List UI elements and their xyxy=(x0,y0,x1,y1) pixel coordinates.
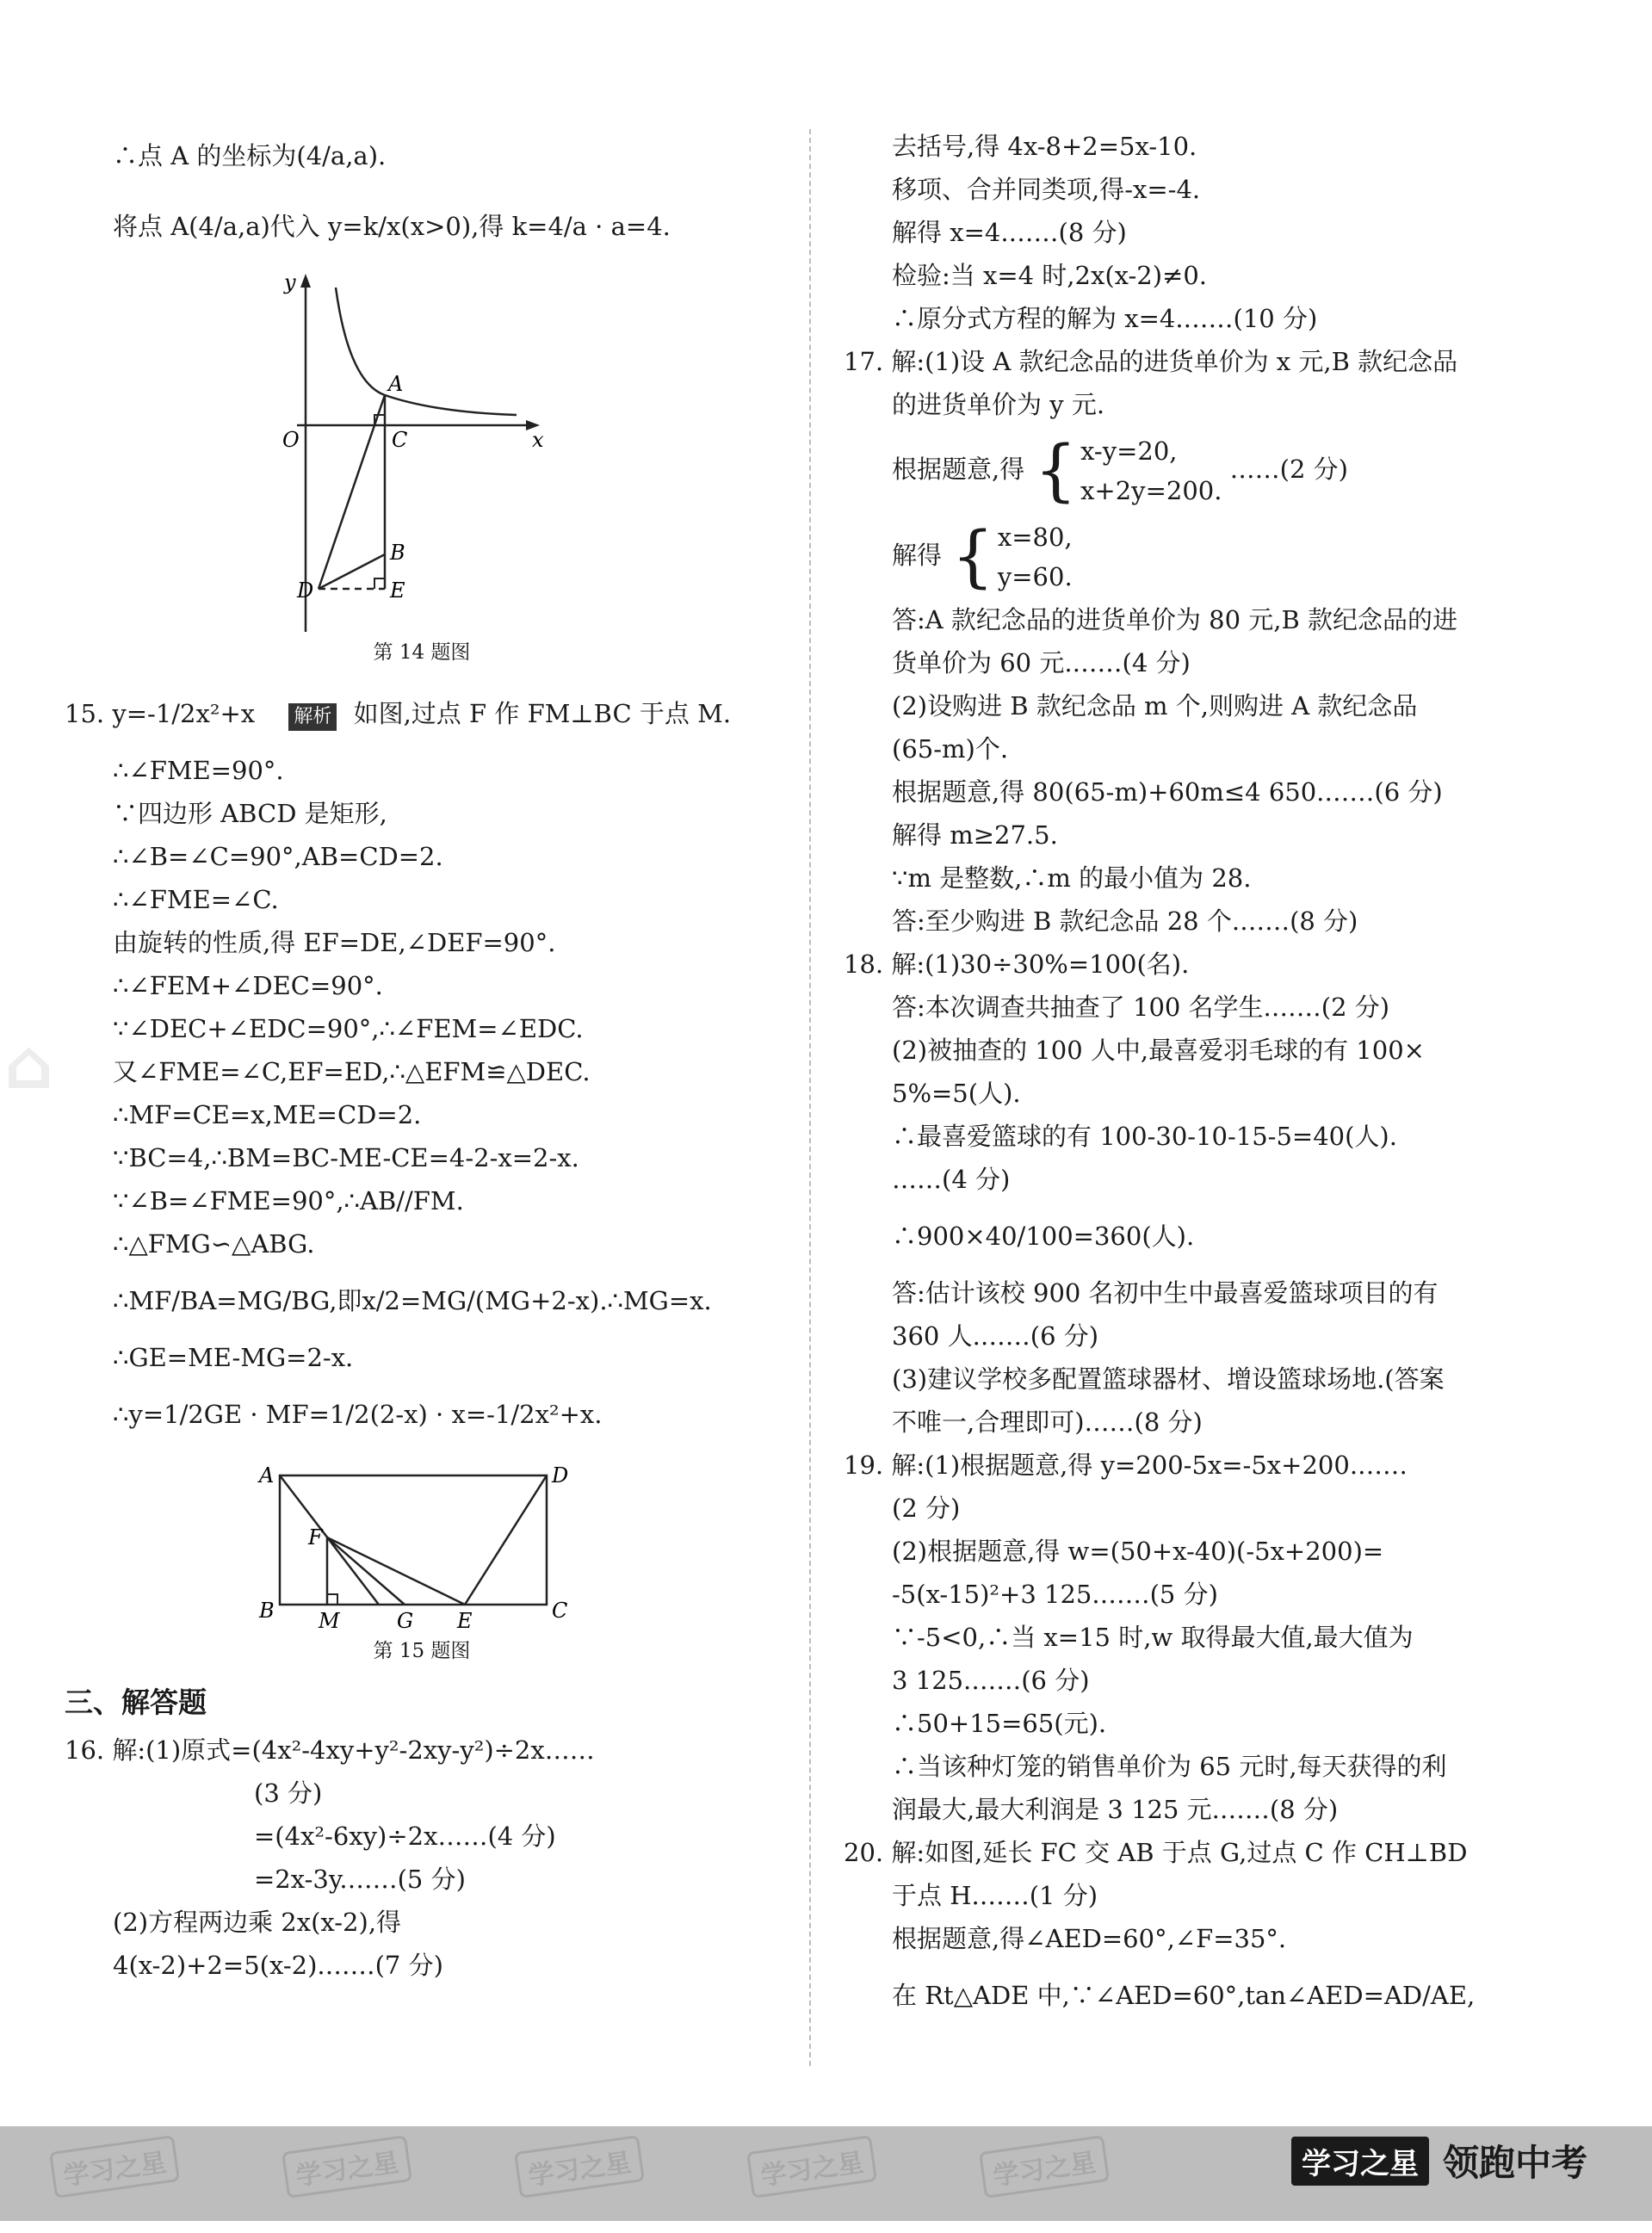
q15-line: ∵BC=4,∴BM=BC-ME-CE=4-2-x=2-x. xyxy=(113,1143,579,1172)
q19-line: ∵-5<0,∴当 x=15 时,w 取得最大值,最大值为 xyxy=(892,1623,1414,1652)
brand xyxy=(1291,2135,1587,2187)
brand-logo: 学习之星 xyxy=(1291,2137,1429,2186)
q15-line: ∴∠FEM+∠DEC=90°. xyxy=(113,971,383,1000)
q19-line: (2)根据题意,得 w=(50+x-40)(-5x+200)= xyxy=(892,1537,1384,1566)
q16-cont-line: ∴原分式方程的解为 x=4.……(10 分) xyxy=(892,304,1318,333)
q15-line: ∵∠DEC+∠EDC=90°,∴∠FEM=∠EDC. xyxy=(113,1014,584,1043)
q15-answer: 15. y=-1/2x²+x xyxy=(65,699,256,728)
q18-line: 答:估计该校 900 名初中生中最喜爱篮球项目的有 xyxy=(892,1278,1439,1308)
q19-line: ∴50+15=65(元). xyxy=(892,1709,1107,1738)
label-m: M xyxy=(319,1609,340,1630)
section-heading: 三、解答题 xyxy=(65,1686,207,1719)
figure-14-diagram xyxy=(65,270,779,632)
q15-line: ∴∠FME=90°. xyxy=(113,756,284,785)
q15-line: ∴MF=CE=x,ME=CD=2. xyxy=(113,1100,422,1129)
label-c: C xyxy=(392,428,408,452)
q16-line: 16. 解:(1)原式=(4x²-4xy+y²-2xy-y²)÷2x…… xyxy=(65,1735,595,1765)
q18-line: ∴最喜爱篮球的有 100-30-10-15-5=40(人). xyxy=(892,1122,1397,1151)
label-o: O xyxy=(282,428,300,452)
q17-system-1 xyxy=(844,426,1567,512)
column-divider xyxy=(809,129,811,2066)
q17-line: 17. 解:(1)设 A 款纪念品的进货单价为 x 元,B 款纪念品 xyxy=(844,347,1458,376)
left-column xyxy=(65,121,779,1987)
q18-line: (2)被抽查的 100 人中,最喜爱羽毛球的有 100× xyxy=(892,1036,1425,1065)
figure-15 xyxy=(65,1458,779,1630)
label-g: G xyxy=(397,1609,414,1630)
watermark-stamp: 学习之星 xyxy=(49,2135,180,2199)
q20-line: 根据题意,得∠AED=60°,∠F=35°. xyxy=(892,1924,1287,1953)
q19-line: ∴当该种灯笼的销售单价为 65 元时,每天获得的利 xyxy=(892,1752,1447,1781)
watermark-logo-left: ⌂ xyxy=(4,1024,54,1104)
q15-line: ∵∠B=∠FME=90°,∴AB//FM. xyxy=(113,1186,464,1215)
label-f: F xyxy=(308,1525,323,1549)
q18-calc: ∴900×40/100=360(人). xyxy=(892,1222,1195,1251)
q17-score: ……(2 分) xyxy=(1229,455,1348,484)
q18-line: (3)建议学校多配置篮球器材、增设篮球场地.(答案 xyxy=(892,1364,1445,1394)
q15-line: 又∠FME=∠C,EF=ED,∴△EFM≌△DEC. xyxy=(113,1057,591,1086)
label-c: C xyxy=(552,1599,568,1623)
q17-line: (2)设购进 B 款纪念品 m 个,则购进 A 款纪念品 xyxy=(892,691,1418,721)
figure-15-caption: 第 15 题图 xyxy=(373,1640,471,1662)
q15-line: 由旋转的性质,得 EF=DE,∠DEF=90°. xyxy=(113,928,556,957)
label-e: E xyxy=(457,1609,473,1630)
label-b: B xyxy=(259,1599,275,1623)
q17-line: 根据题意,得 80(65-m)+60m≤4 650.……(6 分) xyxy=(892,777,1443,807)
q15-ratio: ∴MF/BA=MG/BG,即x/2=MG/(MG+2-x).∴MG=x. xyxy=(113,1286,712,1315)
q15-line: ∵四边形 ABCD 是矩形, xyxy=(113,799,387,828)
label-x: x xyxy=(532,428,544,452)
watermark-stamp: 学习之星 xyxy=(282,2135,412,2199)
q17-line: 货单价为 60 元.……(4 分) xyxy=(892,648,1191,677)
label-y: y xyxy=(284,270,296,294)
label-a: A xyxy=(388,372,404,396)
q17-line: ∵m 是整数,∴m 的最小值为 28. xyxy=(892,863,1252,893)
q17-line: (65-m)个. xyxy=(892,734,1009,764)
watermark-stamp: 学习之星 xyxy=(746,2135,877,2199)
label-d: D xyxy=(297,578,314,603)
equation: y=60. xyxy=(997,562,1073,591)
q16-line: (3 分) xyxy=(254,1778,323,1808)
q16-cont-line: 检验:当 x=4 时,2x(x-2)≠0. xyxy=(892,261,1208,290)
equation-system xyxy=(950,517,1072,597)
q15-intro: 如图,过点 F 作 FM⊥BC 于点 M. xyxy=(353,699,732,728)
figure-14 xyxy=(65,270,779,632)
q16-cont-line: 解得 x=4.……(8 分) xyxy=(892,218,1127,247)
figure-15-diagram xyxy=(65,1458,779,1630)
q16-cont-line: 去括号,得 4x-8+2=5x-10. xyxy=(892,132,1197,161)
label-d: D xyxy=(552,1463,569,1488)
q15-y: ∴y=1/2GE · MF=1/2(2-x) · x=-1/2x²+x. xyxy=(113,1400,603,1429)
q17-line: 解得 m≥27.5. xyxy=(892,820,1058,850)
text-line: ∴点 A 的坐标为(4/a,a). xyxy=(113,141,387,170)
q16-line: =(4x²-6xy)÷2x……(4 分) xyxy=(254,1822,556,1851)
q20-line: 于点 H.……(1 分) xyxy=(892,1881,1098,1910)
q17-line: 答:至少购进 B 款纪念品 28 个.……(8 分) xyxy=(892,906,1358,936)
q16-line: (2)方程两边乘 2x(x-2),得 xyxy=(113,1908,402,1937)
watermark-stamp: 学习之星 xyxy=(979,2135,1110,2199)
q18-line: 360 人.……(6 分) xyxy=(892,1321,1099,1351)
q15-ge: ∴GE=ME-MG=2-x. xyxy=(113,1343,354,1372)
q20-line: 在 Rt△ADE 中,∵∠AED=60°,tan∠AED=AD/AE, xyxy=(892,1981,1476,2010)
q19-line: (2 分) xyxy=(892,1494,961,1523)
q19-line: 19. 解:(1)根据题意,得 y=200-5x=-5x+200.…… xyxy=(844,1451,1408,1480)
watermark-stamp: 学习之星 xyxy=(514,2135,645,2199)
brand-slogan: 领跑中考 xyxy=(1442,2142,1587,2184)
q17-line: 答:A 款纪念品的进货单价为 80 元,B 款纪念品的进 xyxy=(892,605,1458,634)
q17-line: 的进货单价为 y 元. xyxy=(892,390,1105,419)
label-e: E xyxy=(390,578,405,603)
equation: x=80, xyxy=(997,523,1073,552)
q15-line: ∴∠B=∠C=90°,AB=CD=2. xyxy=(113,842,443,871)
q15-header xyxy=(65,678,779,749)
q19-line: 3 125.……(6 分) xyxy=(892,1666,1090,1695)
q19-line: -5(x-15)²+3 125.……(5 分) xyxy=(892,1580,1218,1609)
label-b: B xyxy=(390,541,405,565)
equation: x+2y=200. xyxy=(1080,476,1222,505)
q16-cont-line: 移项、合并同类项,得-x=-4. xyxy=(892,175,1201,204)
q17-system-1-label: 根据题意,得 xyxy=(892,455,1025,484)
q18-line: 答:本次调查共抽查了 100 名学生.……(2 分) xyxy=(892,993,1390,1022)
text-line: 将点 A(4/a,a)代入 y=k/x(x>0),得 k=4/a · a=4. xyxy=(113,212,671,241)
q18-line: 不唯一,合理即可)……(8 分) xyxy=(892,1407,1203,1437)
q17-system-2 xyxy=(844,512,1567,598)
q18-line: 5%=5(人). xyxy=(892,1079,1021,1108)
label-a: A xyxy=(259,1463,275,1488)
q16-line: =2x-3y.……(5 分) xyxy=(254,1865,466,1894)
figure-14-caption: 第 14 题图 xyxy=(373,641,471,664)
right-column xyxy=(844,125,1567,2031)
q20-line: 20. 解:如图,延长 FC 交 AB 于点 G,过点 C 作 CH⊥BD xyxy=(844,1838,1468,1867)
analysis-badge: 解析 xyxy=(288,703,337,731)
q19-line: 润最大,最大利润是 3 125 元.……(8 分) xyxy=(892,1795,1339,1824)
brace-icon: { xyxy=(951,518,994,596)
q15-line: ∴∠FME=∠C. xyxy=(113,885,279,914)
q18-line: 18. 解:(1)30÷30%=100(名). xyxy=(844,949,1190,979)
q18-line: ……(4 分) xyxy=(892,1165,1011,1194)
equation: x-y=20, xyxy=(1080,436,1178,466)
q16-line: 4(x-2)+2=5(x-2).……(7 分) xyxy=(113,1951,443,1980)
q15-line: ∴△FMG∽△ABG. xyxy=(113,1229,315,1259)
brace-icon: { xyxy=(1034,432,1078,510)
q17-system-2-label: 解得 xyxy=(892,541,943,570)
equation-system xyxy=(1032,431,1222,510)
